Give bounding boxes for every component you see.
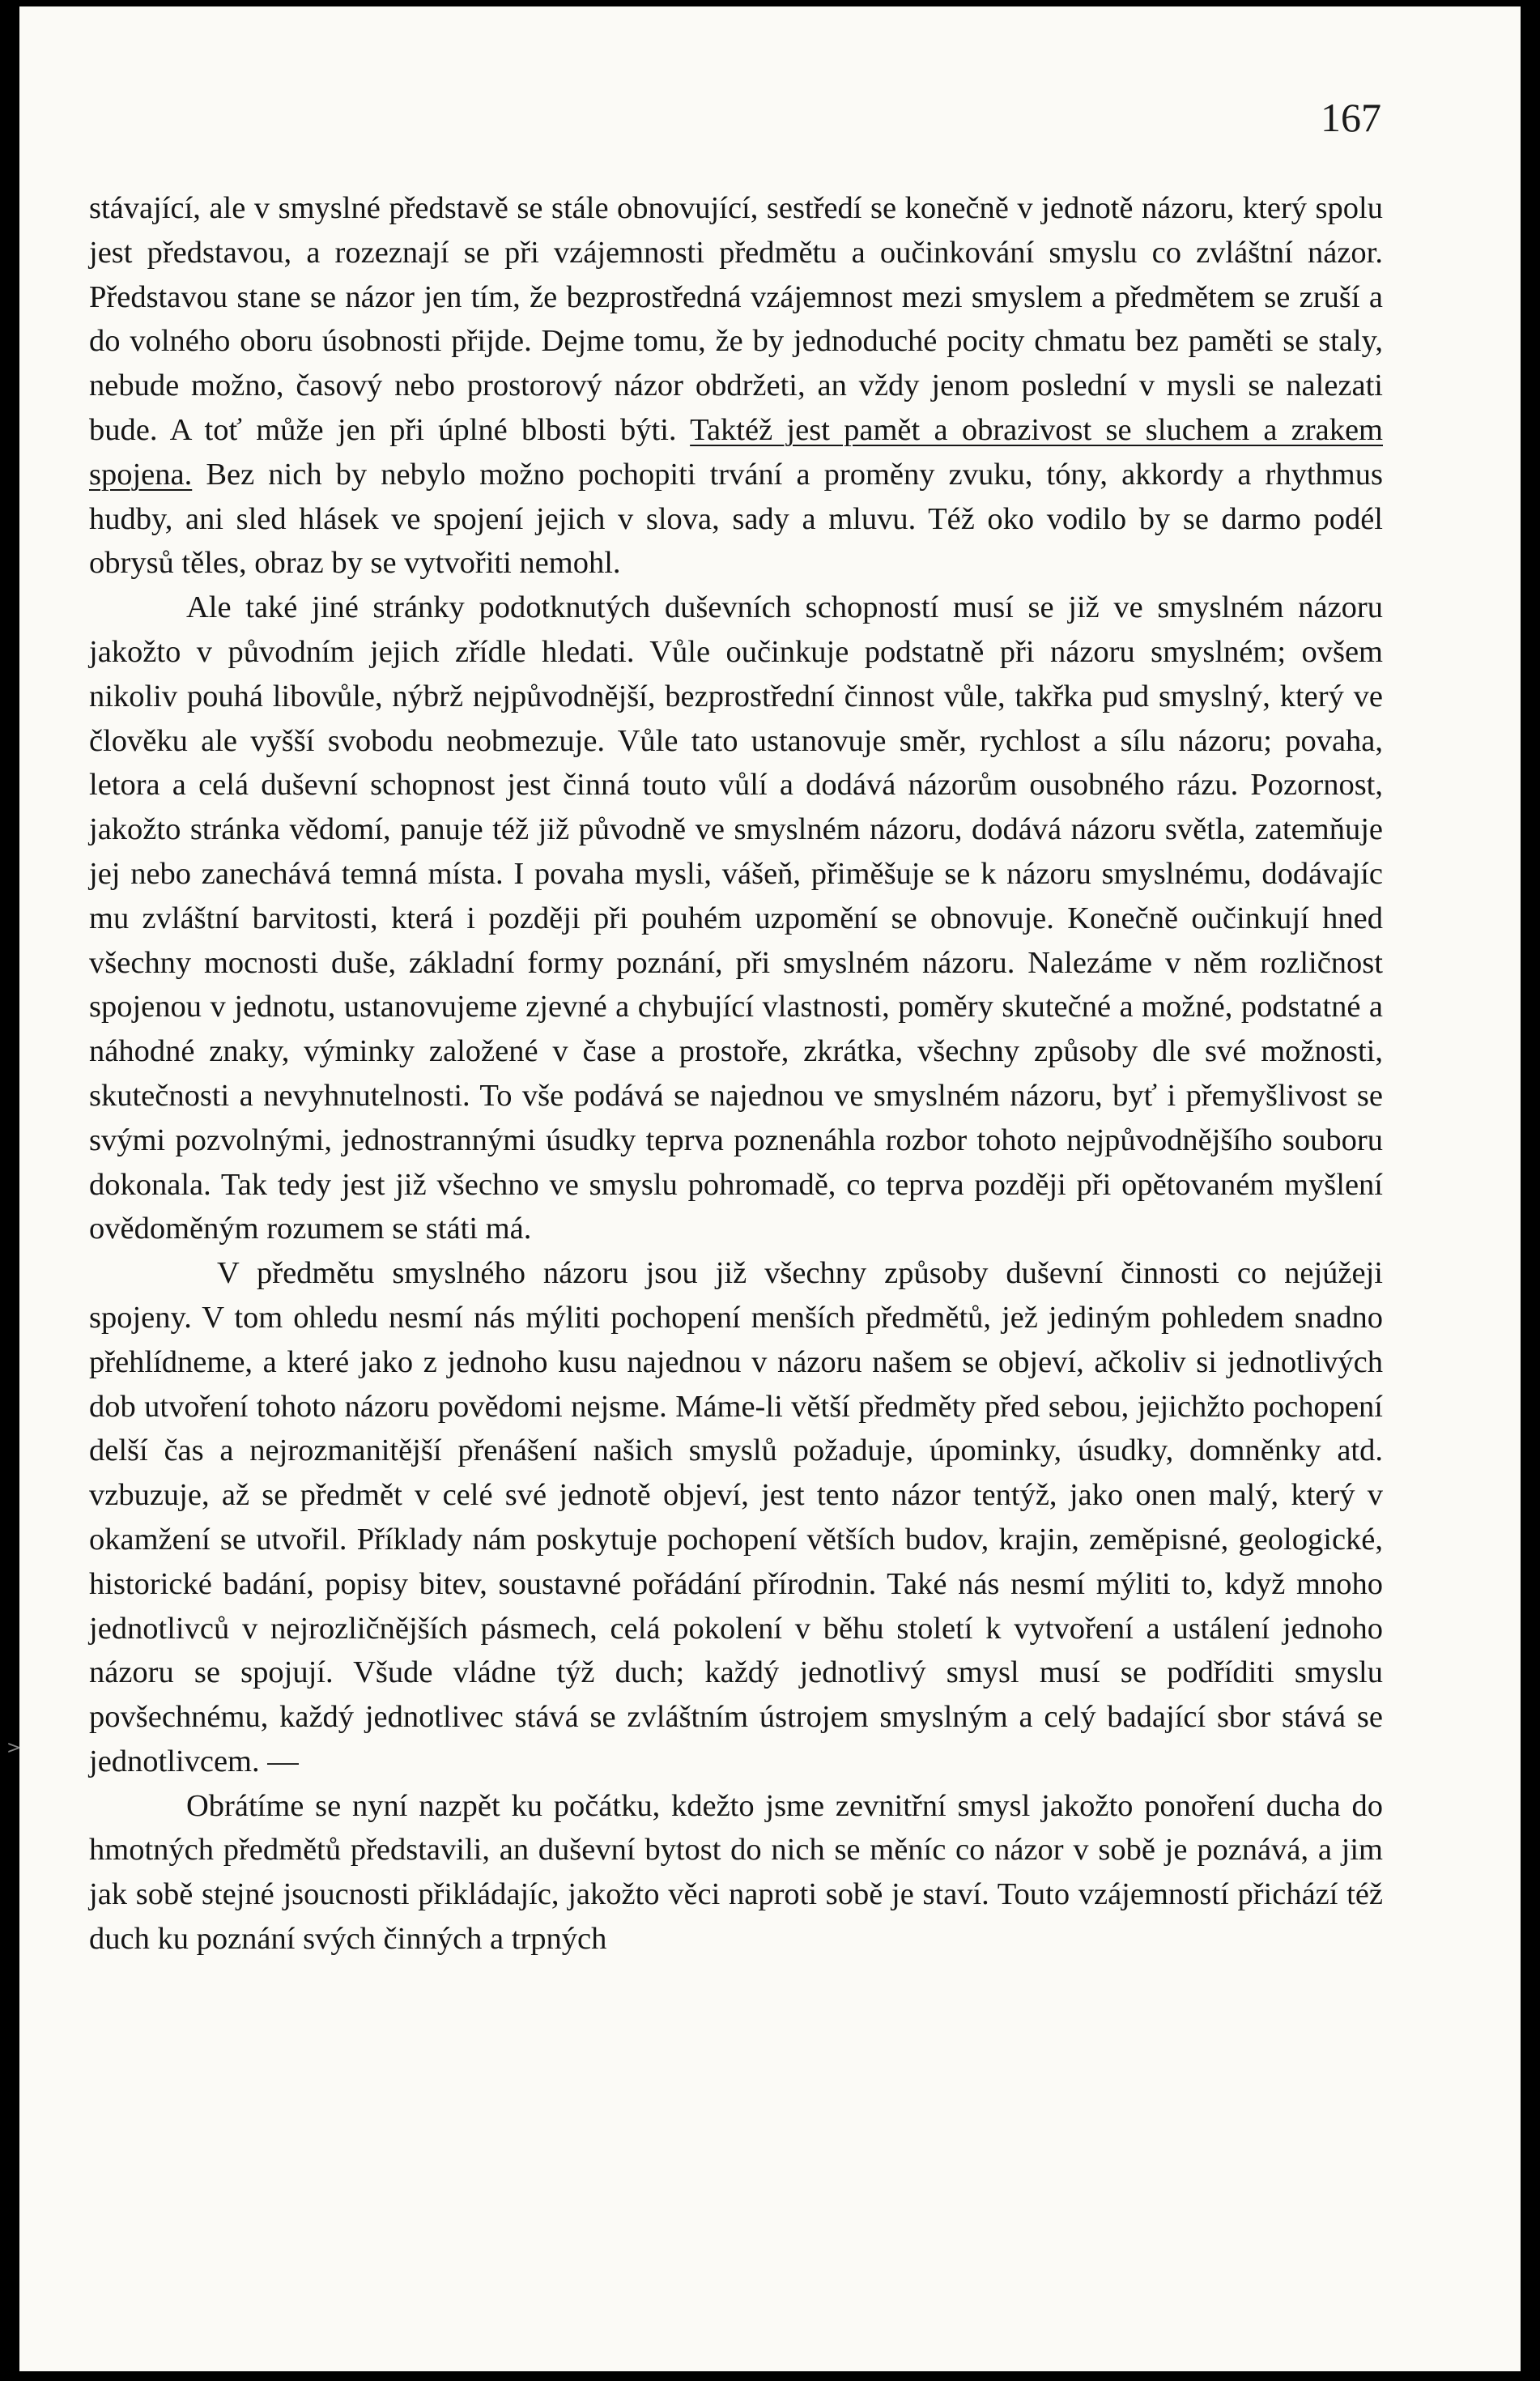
margin-mark: > [6, 1738, 22, 1758]
paragraph-1 [89, 186, 1383, 586]
underlined-sentence: Taktéž jest pamět a obrazivost se sluchem a zrakem spojena. [89, 412, 1383, 492]
paragraph-3: V předmětu smyslného názoru jsou již všechny způsoby duševní činnosti co nejúžeji spojeny. V tom ohledu nesmí nás mýliti pochopení menších předmětů, jež jediným pohledem snadno přehlídneme, a které jako z jednoho kusu najednou v názoru našem se objeví, ačkoliv si jednotlivých dob utvoření tohoto názoru povědomi nejsme. Máme-li větší předměty před sebou, jejichžto pochopení delší čas a nejrozmanitější přenášení našich smyslů požaduje, úpominky, úsudky, domněnky atd. vzbuzuje, až se předmět v celé své jednotě objeví, jest tento názor tentýž, jako onen malý, který v okamžení se utvořil. Příklady nám poskytuje pochopení větších budov, krajin, zeměpisné, geologické, historické badání, popisy bitev, soustavné pořádání přírodnin. Také nás nesmí mýliti to, když mnoho jednotlivců v nejrozličnějších pásmech, celá pokolení v běhu století k vytvoření a ustálení jednoho názoru se spojují. Všude vládne týž duch; každý jednotlivý smysl musí se podříditi smyslu povšechnému, každý jednotlivec stává se zvláštním ústrojem smyslným a celý badající sbor stává se jednotlivcem. — [89, 1256, 1383, 1778]
paragraph-1-text-a: stávající, ale v smyslné představě se stále obnovující, sestředí se konečně v jednotě názoru, který spolu jest představou, a rozeznají se při vzájemnosti předmětu a oučinkování smyslu co zvláštní názor. Představou stane se názor jen tím, že bezprostředná vzájemnost mezi smyslem a předmětem se zruší a do volného oboru úsobnosti přijde. Dejme tomu, že by jednoduché pocity chmatu bez paměti se staly, nebude možno, časový nebo prostorový názor obdržeti, an vždy jenom poslední v mysli se nalezati bude. A toť může jen při úplné blbosti býti. [89, 191, 1383, 447]
body-text [89, 186, 1383, 1961]
paragraph-2: Ale také jiné stránky podotknutých duševních schopností musí se již ve smyslném názoru jakožto v původním jejich zřídle hledati. Vůle oučinkuje podstatně při názoru smyslném; ovšem nikoliv pouhá libovůle, nýbrž nejpůvodnější, bezprostřední činnost vůle, takřka pud smyslný, který ve člověku ale vyšší svobodu neobmezuje. Vůle tato ustanovuje směr, rychlost a sílu názoru; povaha, letora a celá duševní schopnost jest činná touto vůlí a dodává názorům ousobného rázu. Pozornost, jakožto stránka vědomí, panuje též již původně ve smyslném názoru, dodává názoru světla, zatemňuje jej nebo zanechává temná místa. I povaha mysli, vášeň, přiměšuje se k názoru smyslnému, dodávajíc mu zvláštní barvitosti, která i později při pouhém uzpomění se obnovuje. Konečně oučinkují hned všechny mocnosti duše, základní formy poznání, při smyslném názoru. Nalezáme v něm rozličnost spojenou v jednotu, ustanovujeme zjevné a chybující vlastnosti, poměry skutečné a možné, podstatné a náhodné znaky, výminky založené v čase a prostoře, zkrátka, všechny způsoby dle své možnosti, skutečnosti a nevyhnutelnosti. To vše podává se najednou ve smyslném názoru, byť i přemyšlivost se svými pozvolnými, jednostrannými úsudky teprva poznenáhla rozbor tohoto nejpůvodnějšího souboru dokonala. Tak tedy jest již všechno ve smyslu pohromadě, co teprva později při opětovaném myšlení ovědoměným rozumem se státi má. [89, 590, 1383, 1246]
page-number: 167 [1321, 95, 1381, 140]
book-page [19, 6, 1521, 2371]
paragraph-1-text-b: Bez nich by nebylo možno pochopiti trvání a proměny zvuku, tóny, akkordy a rhythmus hudby, ani sled hlásek ve spojení jejich v slova, sady a mluvu. Též oko vodilo by se darmo podél obrysů těles, obraz by se vytvořiti nemohl. [89, 457, 1383, 581]
paragraph-4: Obrátíme se nyní nazpět ku počátku, kdežto jsme zevnitřní smysl jakožto ponoření ducha do hmotných předmětů představili, an duševní bytost do nich se měníc co názor v sobě je poznává, a jim jak sobě stejné jsoucnosti přikládajíc, jakožto věci naproti sobě je staví. Touto vzájemností přichází též duch ku poznání svých činných a trpných [89, 1788, 1383, 1957]
